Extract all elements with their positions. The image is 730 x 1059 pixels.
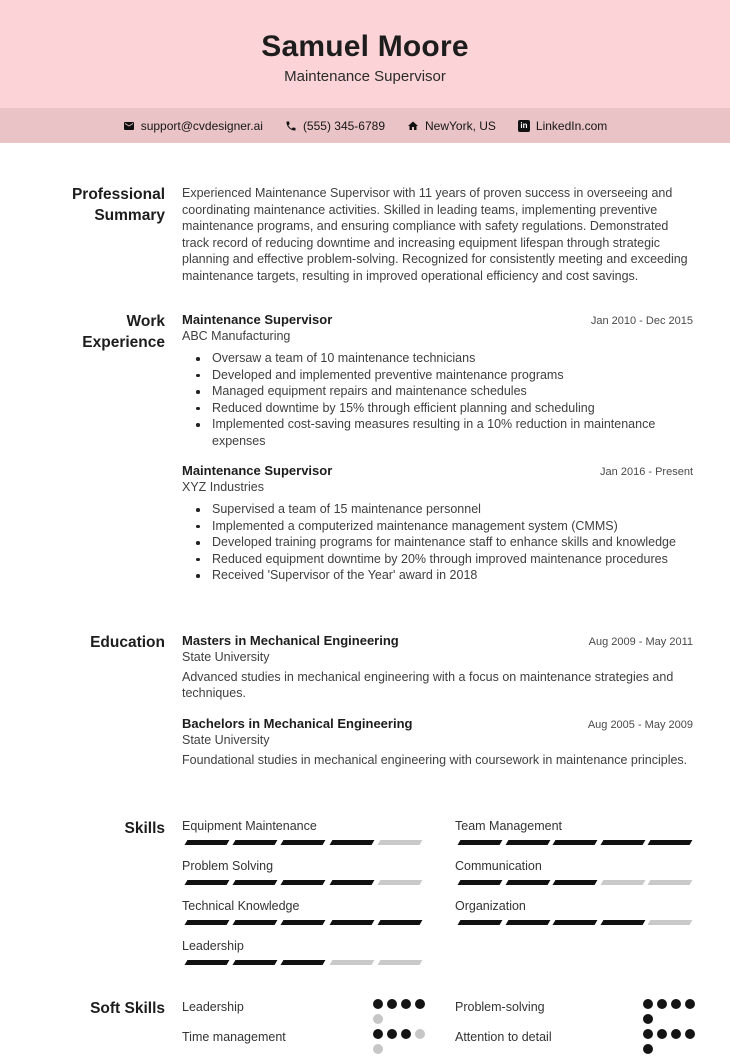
education-section [60, 633, 693, 783]
contact-linkedin[interactable] [518, 119, 607, 133]
degree-dates: Aug 2009 - May 2011 [588, 635, 693, 648]
skills-section-label: Skills [124, 820, 165, 837]
soft-skill-item [182, 1029, 425, 1054]
soft-skills-column-right [455, 999, 695, 1059]
summary-section [60, 185, 693, 284]
skill-item [455, 819, 695, 845]
experience-section [60, 312, 693, 598]
contact-phone[interactable] [285, 119, 385, 133]
soft-skill-dots [373, 999, 425, 1024]
summary-text: Experienced Maintenance Supervisor with 11 years of proven success in overseeing and coordinating maintenance activities. Skilled in leading teams, implementing preventive maintenance programs, and ensuring compliance with safety regulations. Demonstrated track record of reducing downtime and increasing equipment lifespan through strategic planning and effective problem-solving. Recognized for consistently meeting and exceeding maintenance targets, resulting in improved operational efficiency and cost savings. [182, 186, 688, 283]
skill-level-bar [455, 880, 695, 885]
job-bullet-list [182, 501, 693, 584]
job-title: Maintenance Supervisor [182, 312, 333, 327]
degree-description: Foundational studies in mechanical engineering with coursework in maintenance principles. [182, 752, 688, 767]
soft-skill-dots [373, 1029, 425, 1054]
soft-skill-item [182, 999, 425, 1024]
contact-linkedin-text: LinkedIn.com [535, 118, 608, 133]
skill-level-bar [182, 920, 425, 925]
resume-body [0, 143, 730, 1059]
degree-title: Bachelors in Mechanical Engineering [182, 715, 413, 731]
skill-name: Problem Solving [182, 859, 274, 873]
job-bullet: Developed and implemented preventive maintenance programs [182, 367, 693, 384]
envelope-icon [123, 120, 135, 132]
resume-header [0, 0, 730, 108]
linkedin-icon [518, 120, 530, 132]
contact-email-text: support@cvdesigner.ai [140, 118, 263, 133]
skill-item [455, 859, 695, 885]
contact-location[interactable] [407, 119, 496, 133]
soft-skill-name: Leadership [182, 1000, 244, 1014]
degree-description: Advanced studies in mechanical engineering with a focus on maintenance strategies and techniques. [182, 669, 674, 700]
contact-phone-text: (555) 345-6789 [302, 118, 385, 133]
skill-level-bar [455, 920, 695, 925]
skill-name: Organization [455, 899, 526, 913]
soft-skill-dots [643, 1029, 695, 1054]
soft-skill-name: Attention to detail [455, 1030, 552, 1044]
skill-item [182, 859, 425, 885]
skill-level-bar [182, 880, 425, 885]
degree-title: Masters in Mechanical Engineering [182, 632, 399, 648]
job-bullet: Developed training programs for maintenance staff to enhance skills and knowledge [182, 534, 693, 551]
candidate-job-title: Maintenance Supervisor [284, 67, 446, 85]
skill-name: Leadership [182, 939, 244, 953]
job-title: Maintenance Supervisor [182, 463, 333, 478]
skill-name: Equipment Maintenance [182, 819, 317, 833]
soft-skill-dots [643, 999, 695, 1024]
job-bullet: Reduced downtime by 15% through efficient planning and scheduling [182, 400, 693, 417]
job-bullet-list [182, 350, 693, 449]
job-company: ABC Manufacturing [182, 329, 291, 343]
job-dates: Jan 2016 - Present [600, 466, 693, 478]
skill-level-bar [182, 960, 425, 965]
job-company: XYZ Industries [182, 480, 264, 494]
degree-school: State University [182, 732, 270, 747]
job-bullet: Implemented cost-saving measures resulting in a 10% reduction in maintenance expenses [182, 416, 693, 449]
job-bullet: Supervised a team of 15 maintenance personnel [182, 501, 693, 518]
job-bullet: Managed equipment repairs and maintenance schedules [182, 383, 693, 400]
soft-skills-column-left [182, 999, 425, 1059]
skill-name: Technical Knowledge [182, 899, 300, 913]
soft-skill-item [455, 1029, 695, 1054]
job-entry [182, 312, 693, 449]
education-section-label: Education [90, 633, 165, 651]
candidate-name: Samuel Moore [261, 29, 469, 63]
soft-skill-name: Time management [182, 1030, 286, 1044]
experience-section-label: Work Experience [82, 313, 165, 351]
soft-skill-name: Problem-solving [455, 1000, 545, 1014]
degree-dates: Aug 2005 - May 2009 [587, 718, 693, 731]
degree-school: State University [182, 649, 270, 664]
summary-section-label: Professional Summary [71, 186, 165, 224]
contact-location-text: NewYork, US [425, 118, 496, 133]
skill-item [455, 899, 695, 925]
job-bullet: Reduced equipment downtime by 20% through improved maintenance procedures [182, 551, 693, 568]
skill-item [182, 939, 425, 965]
soft-skill-item [455, 999, 695, 1024]
degree-entry [182, 716, 693, 769]
skill-item [182, 819, 425, 845]
job-entry [182, 463, 693, 584]
skills-column-left [182, 819, 425, 979]
contact-bar [0, 108, 730, 143]
job-dates: Jan 2010 - Dec 2015 [590, 315, 693, 327]
skill-level-bar [182, 840, 425, 845]
job-bullet: Implemented a computerized maintenance management system (CMMS) [182, 518, 693, 535]
phone-icon [285, 120, 297, 132]
job-bullet: Received 'Supervisor of the Year' award in 2018 [182, 567, 693, 584]
home-icon [407, 120, 419, 132]
skills-section [60, 819, 693, 979]
soft-skills-section-label: Soft Skills [90, 1000, 165, 1017]
skill-level-bar [455, 840, 695, 845]
soft-skills-section [60, 999, 693, 1059]
skill-name: Communication [455, 859, 542, 873]
degree-entry [182, 633, 693, 702]
job-bullet: Oversaw a team of 10 maintenance technicians [182, 350, 693, 367]
skill-item [182, 899, 425, 925]
contact-email[interactable] [123, 119, 263, 133]
skill-name: Team Management [455, 819, 563, 833]
skills-column-right [455, 819, 695, 979]
